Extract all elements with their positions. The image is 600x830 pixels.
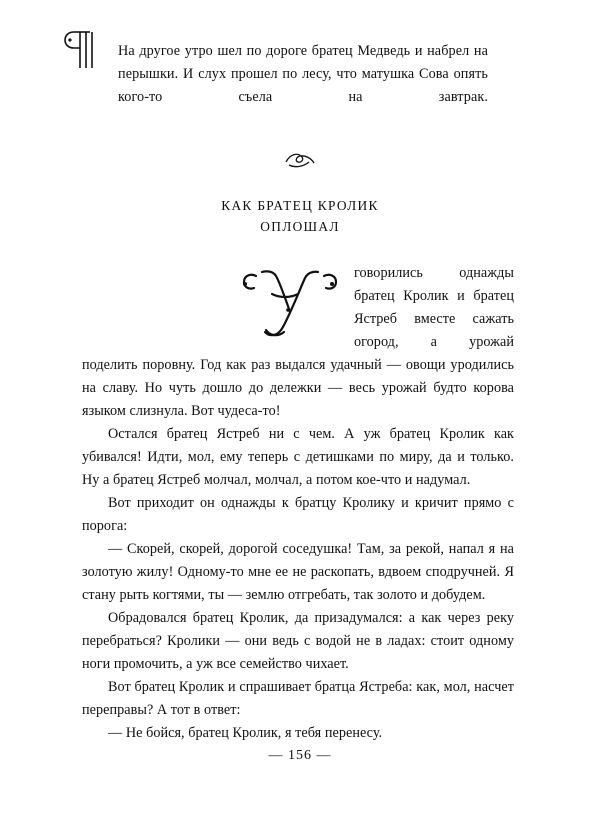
body-text [82, 262, 514, 745]
pilcrow-ornament-icon [62, 28, 102, 68]
paragraph-5: Обрадовался братец Кролик, да призадумался: а как через реку перебраться? Кролики — они ведь с водой не в ладах: стоит одному ноги промочить, а уж все семейство чихает. [82, 610, 514, 672]
paragraph-6: Вот братец Кролик и спрашивает братца Ястреба: как, мол, насчет переправы? А тот в ответ: [82, 679, 514, 718]
intro-paragraph: На другое утро шел по дороге братец Медведь и набрел на перышки. И слух прошел по лесу, что матушка Сова опять кого-то съела на завтрак. [118, 43, 488, 105]
chapter-title-line-2: ОПЛОШАЛ [260, 218, 340, 234]
floral-divider-icon [0, 150, 600, 175]
drop-cap-letter [232, 264, 344, 338]
page-number: — 156 — [268, 748, 332, 763]
intro-paragraph-block [118, 40, 488, 109]
paragraph-2: Остался братец Ястреб ни с чем. А уж братец Кролик как убивался! Идти, мол, ему теперь с детишками по миру, да и только. Ну а братец Ястреб молчал, молчал, а потом кое-что и надумал. [82, 426, 514, 488]
paragraph-4: — Скорей, скорей, дорогой соседушка! Там, за рекой, напал я на золотую жилу! Одному-то мне ее не раскопать, вдвоем сподручней. Я стану рыть когтями, ты — землю отгребать, так золото и добудем. [82, 541, 514, 603]
chapter-title-line-1: КАК БРАТЕЦ КРОЛИК [221, 198, 379, 213]
chapter-title [0, 196, 600, 238]
paragraph-7: — Не бойся, братец Кролик, я тебя перенесу. [108, 725, 383, 741]
paragraph-3: Вот приходит он однажды к братцу Кролику и кричит прямо с порога: [82, 495, 514, 534]
paragraph-1: говорились однажды братец Кролик и братец Ястреб вместе сажать огород, а урожай поделить поровну. Год как раз выдался удачный — овощи уродились на славу. Но чуть дошло до дележки — весь урожай будто корова языком слизнула. Вот чудеса-то! [82, 265, 514, 419]
